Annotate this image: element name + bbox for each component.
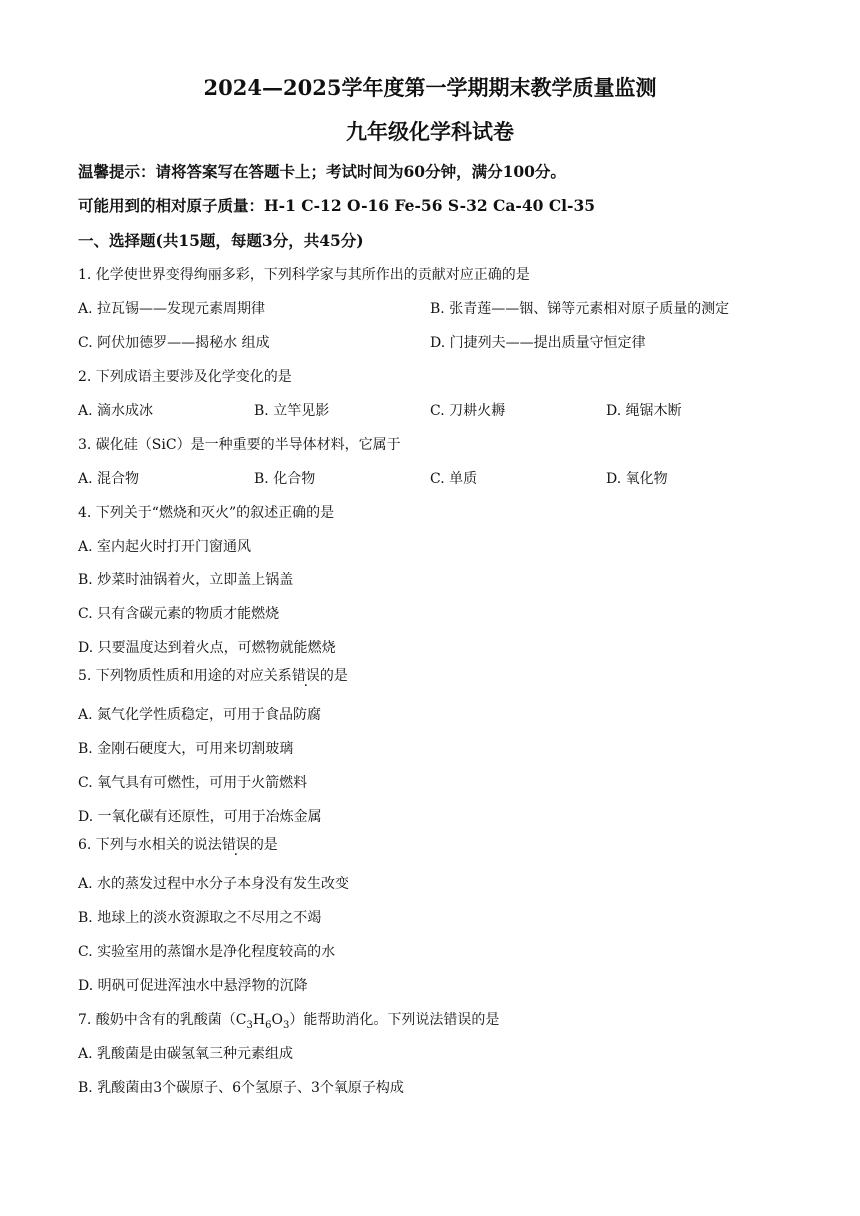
question-option: B. 乳酸菌由3个碳原子、6个氢原子、3个氧原子构成: [78, 1080, 404, 1096]
question-option: A. 混合物: [78, 471, 140, 487]
question-option: C. 只有含碳元素的物质才能燃烧: [78, 606, 280, 622]
question-option: D. 只要温度达到着火点，可燃物就能燃烧: [78, 640, 336, 656]
question-option: B. 张青莲——铟、锑等元素相对原子质量的测定: [430, 301, 730, 317]
question-option: A. 拉瓦锡——发现元素周期律: [78, 301, 266, 317]
emphasis-word: 错误: [291, 668, 320, 684]
question-stem: 2. 下列成语主要涉及化学变化的是: [78, 369, 292, 385]
question-option: C. 阿伏加德罗——揭秘水 组成: [78, 335, 270, 351]
question-option: C. 实验室用的蒸馏水是净化程度较高的水: [78, 944, 336, 960]
question-stem: 3. 碳化硅（SiC）是一种重要的半导体材料，它属于: [78, 437, 401, 453]
question-option: D. 明矾可促进浑浊水中悬浮物的沉降: [78, 978, 308, 994]
stem-text: 6. 下列与水相关的说法: [78, 837, 222, 853]
question-option: D. 门捷列夫——提出质量守恒定律: [430, 335, 646, 351]
formula-element: O: [271, 1012, 283, 1028]
stem-text: ）能帮助消化。下列说法错误的是: [289, 1012, 500, 1028]
question-stem: 4. 下列关于“燃烧和灭火”的叙述正确的是: [78, 505, 335, 521]
notice-text: 温馨提示：请将答案写在答题卡上；考试时间为60分钟，满分100分。: [78, 162, 566, 181]
question-option: A. 水的蒸发过程中水分子本身没有发生改变: [78, 876, 350, 892]
stem-text: 的是: [319, 668, 348, 684]
question-stem: [78, 1010, 499, 1036]
question-option: C. 单质: [430, 471, 478, 487]
question-stem: [78, 666, 348, 686]
question-option: B. 化合物: [254, 471, 316, 487]
question-option: B. 金刚石硬度大，可用来切割玻璃: [78, 741, 294, 757]
question-option: D. 氧化物: [606, 471, 668, 487]
question-option: A. 室内起火时打开门窗通风: [78, 539, 252, 555]
atomic-masses-text: 可能用到的相对原子质量：H-1 C-12 O-16 Fe-56 S-32 Ca-40 Cl-35: [78, 196, 596, 215]
stem-text: 5. 下列物质性质和用途的对应关系: [78, 668, 292, 684]
question-option: C. 氧气具有可燃性，可用于火箭燃料: [78, 775, 308, 791]
emphasis-word: 错误: [221, 837, 250, 853]
question-option: A. 氮气化学性质稳定，可用于食品防腐: [78, 707, 322, 723]
formula-element: H: [252, 1012, 266, 1028]
formula-subscript: 3: [282, 1019, 290, 1031]
question-option: B. 立竿见影: [254, 403, 330, 419]
question-option: D. 绳锯木断: [606, 403, 682, 419]
exam-subtitle: 九年级化学科试卷: [346, 119, 514, 144]
formula-subscript: 6: [265, 1019, 272, 1031]
question-stem: [78, 835, 278, 855]
section-heading: 一、选择题(共15题，每题3分，共45分): [78, 231, 364, 250]
question-option: B. 炒菜时油锅着火，立即盖上锅盖: [78, 572, 294, 588]
question-option: A. 乳酸菌是由碳氢氧三种元素组成: [78, 1046, 294, 1062]
question-option: D. 一氧化碳有还原性，可用于冶炼金属: [78, 809, 322, 825]
question-option: A. 滴水成冰: [78, 403, 154, 419]
formula-subscript: 3: [246, 1019, 253, 1031]
question-stem: 1. 化学使世界变得绚丽多彩，下列科学家与其所作出的贡献对应正确的是: [78, 267, 530, 283]
stem-text: 的是: [249, 837, 278, 853]
question-option: B. 地球上的淡水资源取之不尽用之不竭: [78, 910, 322, 926]
exam-title: 2024—2025学年度第一学期期末教学质量监测: [203, 75, 657, 100]
stem-text: 7. 酸奶中含有的乳酸菌（C: [78, 1012, 247, 1028]
question-option: C. 刀耕火耨: [430, 403, 506, 419]
